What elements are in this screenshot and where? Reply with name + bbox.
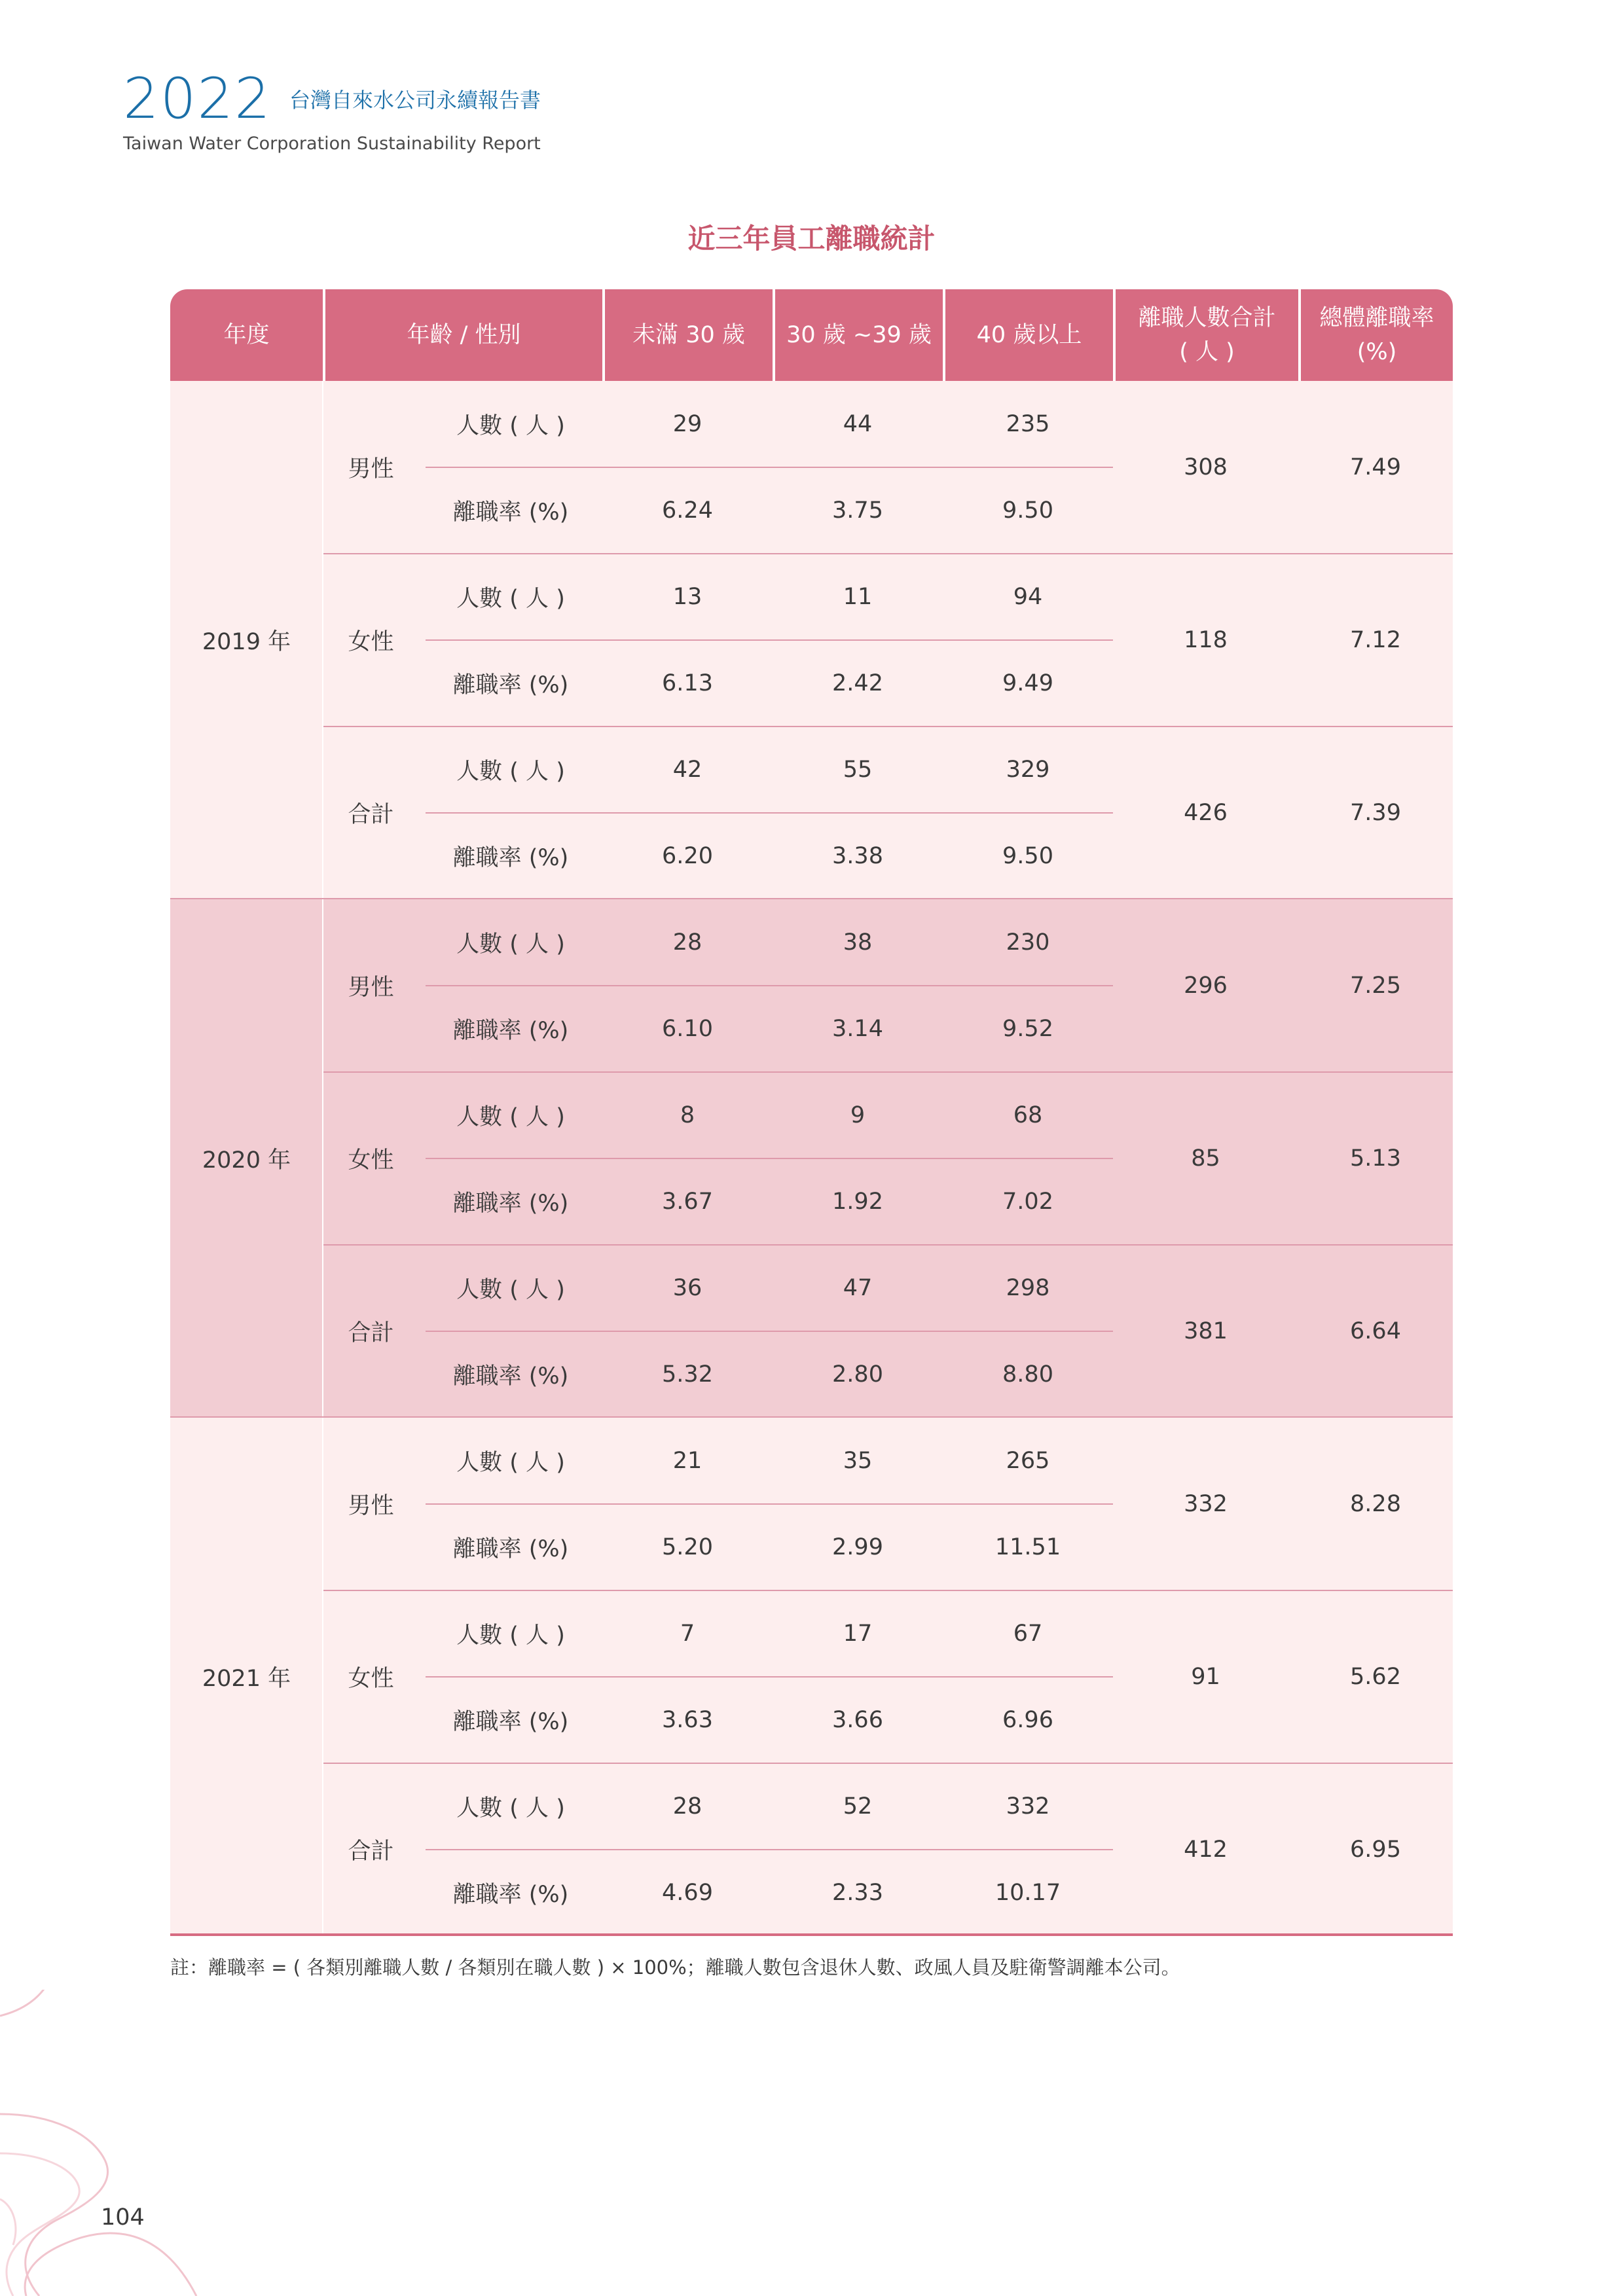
count-value: 230	[1006, 929, 1050, 956]
col-total-line1: 離職人數合計	[1138, 304, 1276, 331]
table-row-group	[170, 1245, 1453, 1418]
overall-rate-value: 7.39	[1350, 800, 1401, 826]
rate-value: 7.02	[1002, 1189, 1053, 1215]
col-total	[1113, 289, 1298, 381]
row-divider	[426, 1503, 1113, 1505]
table-row-group	[170, 1072, 1453, 1245]
metric-count-label: 人數 ( 人 )	[456, 1795, 565, 1821]
total-value: 296	[1184, 973, 1228, 999]
overall-rate-value: 8.28	[1350, 1491, 1401, 1517]
rate-value: 6.96	[1002, 1707, 1053, 1733]
year-cell: 2020 年	[202, 1147, 291, 1174]
col-total-line2: ( 人 )	[1179, 339, 1235, 365]
year-block	[170, 899, 1453, 1418]
col-under30: 未滿 30 歲	[602, 289, 773, 381]
col-overall-line2: (%)	[1357, 339, 1397, 365]
total-value: 381	[1184, 1318, 1228, 1344]
metric-rate-label: 離職率 (%)	[452, 1536, 569, 1562]
metric-rate-label: 離職率 (%)	[452, 1018, 569, 1044]
rate-value: 9.52	[1002, 1016, 1053, 1042]
overall-rate-value: 7.49	[1350, 454, 1401, 480]
metric-count-label: 人數 ( 人 )	[456, 1277, 565, 1303]
column-divider	[322, 1418, 323, 1936]
metric-rate-label: 離職率 (%)	[452, 672, 569, 698]
count-value: 17	[843, 1621, 873, 1647]
total-value: 308	[1184, 454, 1228, 480]
table-body	[170, 381, 1453, 1936]
table-row-group	[170, 1418, 1453, 1590]
rate-value: 10.17	[994, 1880, 1061, 1906]
gender-label: 女性	[348, 629, 394, 655]
count-value: 36	[672, 1275, 702, 1301]
footnote: 註：離職率 = ( 各類別離職人數 / 各類別在職人數 ) × 100%；離職人數包含退休人數、政風人員及駐衛警調離本公司。	[170, 1956, 1180, 1979]
count-value: 28	[672, 1793, 702, 1820]
count-value: 55	[843, 757, 873, 783]
count-value: 265	[1006, 1448, 1050, 1474]
gender-label: 合計	[348, 1320, 394, 1346]
year-block	[170, 381, 1453, 899]
report-title-cn: 台灣自來水公司永續報告書	[289, 88, 541, 113]
col-overall	[1298, 289, 1453, 381]
metric-count-label: 人數 ( 人 )	[456, 931, 565, 958]
rate-value: 6.24	[662, 497, 713, 524]
gender-label: 女性	[348, 1147, 394, 1174]
count-value: 11	[843, 584, 873, 610]
col-over40: 40 歲以上	[943, 289, 1113, 381]
rate-value: 2.42	[832, 670, 883, 696]
rate-value: 3.66	[832, 1707, 883, 1733]
rate-value: 3.67	[662, 1189, 713, 1215]
total-value: 426	[1184, 800, 1228, 826]
metric-rate-label: 離職率 (%)	[452, 499, 569, 526]
metric-count-label: 人數 ( 人 )	[456, 413, 565, 439]
rate-value: 6.10	[662, 1016, 713, 1042]
count-value: 44	[843, 411, 873, 437]
table-row-group	[170, 381, 1453, 554]
metric-rate-label: 離職率 (%)	[452, 1709, 569, 1735]
count-value: 38	[843, 929, 873, 956]
metric-rate-label: 離職率 (%)	[452, 1882, 569, 1908]
year-divider	[170, 1933, 1453, 1936]
overall-rate-value: 7.25	[1350, 973, 1401, 999]
report-year: 2022	[123, 66, 272, 132]
table-row-group	[170, 726, 1453, 899]
col-year: 年度	[223, 321, 270, 348]
rate-value: 2.80	[832, 1361, 883, 1388]
row-divider	[426, 812, 1113, 814]
row-divider	[426, 1849, 1113, 1850]
table-row-group	[170, 1590, 1453, 1763]
total-value: 118	[1184, 627, 1228, 653]
column-divider	[322, 381, 323, 899]
rate-value: 11.51	[994, 1534, 1061, 1560]
rate-value: 5.20	[662, 1534, 713, 1560]
table-header	[170, 289, 1453, 381]
col-age-gender: 年齡 / 性別	[323, 289, 602, 381]
report-header	[123, 66, 541, 154]
metric-rate-label: 離職率 (%)	[452, 845, 569, 871]
year-cell: 2021 年	[202, 1666, 291, 1692]
metric-count-label: 人數 ( 人 )	[456, 1623, 565, 1649]
report-title-en: Taiwan Water Corporation Sustainability Report	[123, 134, 541, 154]
count-value: 8	[680, 1102, 695, 1128]
count-value: 68	[1013, 1102, 1043, 1128]
year-block	[170, 1418, 1453, 1936]
rate-value: 2.33	[832, 1880, 883, 1906]
overall-rate-value: 6.64	[1350, 1318, 1401, 1344]
gender-label: 合計	[348, 1839, 394, 1865]
row-divider	[426, 467, 1113, 468]
count-value: 29	[672, 411, 702, 437]
row-divider	[426, 1331, 1113, 1332]
count-value: 329	[1006, 757, 1050, 783]
row-divider	[426, 1158, 1113, 1159]
col-overall-line1: 總體離職率	[1319, 304, 1434, 331]
metric-count-label: 人數 ( 人 )	[456, 759, 565, 785]
rate-value: 9.50	[1002, 497, 1053, 524]
count-value: 28	[672, 929, 702, 956]
count-value: 332	[1006, 1793, 1050, 1820]
overall-rate-value: 7.12	[1350, 627, 1401, 653]
metric-rate-label: 離職率 (%)	[452, 1191, 569, 1217]
overall-rate-value: 5.13	[1350, 1145, 1401, 1172]
count-value: 94	[1013, 584, 1043, 610]
metric-count-label: 人數 ( 人 )	[456, 1450, 565, 1476]
metric-count-label: 人數 ( 人 )	[456, 586, 565, 612]
rate-value: 4.69	[662, 1880, 713, 1906]
page-number: 104	[101, 2204, 145, 2231]
total-value: 91	[1191, 1664, 1220, 1690]
count-value: 13	[672, 584, 702, 610]
rate-value: 6.13	[662, 670, 713, 696]
count-value: 7	[680, 1621, 695, 1647]
metric-rate-label: 離職率 (%)	[452, 1363, 569, 1390]
count-value: 9	[850, 1102, 866, 1128]
count-value: 298	[1006, 1275, 1050, 1301]
table-title: 近三年員工離職統計	[687, 223, 936, 255]
gender-label: 男性	[348, 1493, 394, 1519]
rate-value: 3.75	[832, 497, 883, 524]
table-row-group	[170, 1763, 1453, 1936]
overall-rate-value: 5.62	[1350, 1664, 1401, 1690]
count-value: 52	[843, 1793, 873, 1820]
col-30-39: 30 歲 ~39 歲	[773, 289, 943, 381]
rate-value: 1.92	[832, 1189, 883, 1215]
rate-value: 9.49	[1002, 670, 1053, 696]
total-value: 332	[1184, 1491, 1228, 1517]
count-value: 235	[1006, 411, 1050, 437]
column-divider	[322, 899, 323, 1418]
row-divider	[426, 639, 1113, 641]
rate-value: 3.38	[832, 843, 883, 869]
gender-label: 男性	[348, 975, 394, 1001]
metric-count-label: 人數 ( 人 )	[456, 1104, 565, 1130]
count-value: 35	[843, 1448, 873, 1474]
total-value: 412	[1184, 1837, 1228, 1863]
overall-rate-value: 6.95	[1350, 1837, 1401, 1863]
table-row-group	[170, 554, 1453, 726]
rate-value: 2.99	[832, 1534, 883, 1560]
gender-label: 男性	[348, 456, 394, 482]
row-divider	[426, 985, 1113, 986]
count-value: 21	[672, 1448, 702, 1474]
rate-value: 3.63	[662, 1707, 713, 1733]
gender-label: 女性	[348, 1666, 394, 1692]
year-cell: 2019 年	[202, 629, 291, 655]
count-value: 67	[1013, 1621, 1043, 1647]
rate-value: 9.50	[1002, 843, 1053, 869]
rate-value: 3.14	[832, 1016, 883, 1042]
count-value: 42	[672, 757, 702, 783]
rate-value: 6.20	[662, 843, 713, 869]
row-divider	[426, 1676, 1113, 1677]
count-value: 47	[843, 1275, 873, 1301]
wave-decoration	[0, 1990, 210, 2296]
total-value: 85	[1191, 1145, 1220, 1172]
turnover-table	[170, 289, 1453, 1936]
gender-label: 合計	[348, 802, 394, 828]
table-row-group	[170, 899, 1453, 1072]
rate-value: 5.32	[662, 1361, 713, 1388]
rate-value: 8.80	[1002, 1361, 1053, 1388]
